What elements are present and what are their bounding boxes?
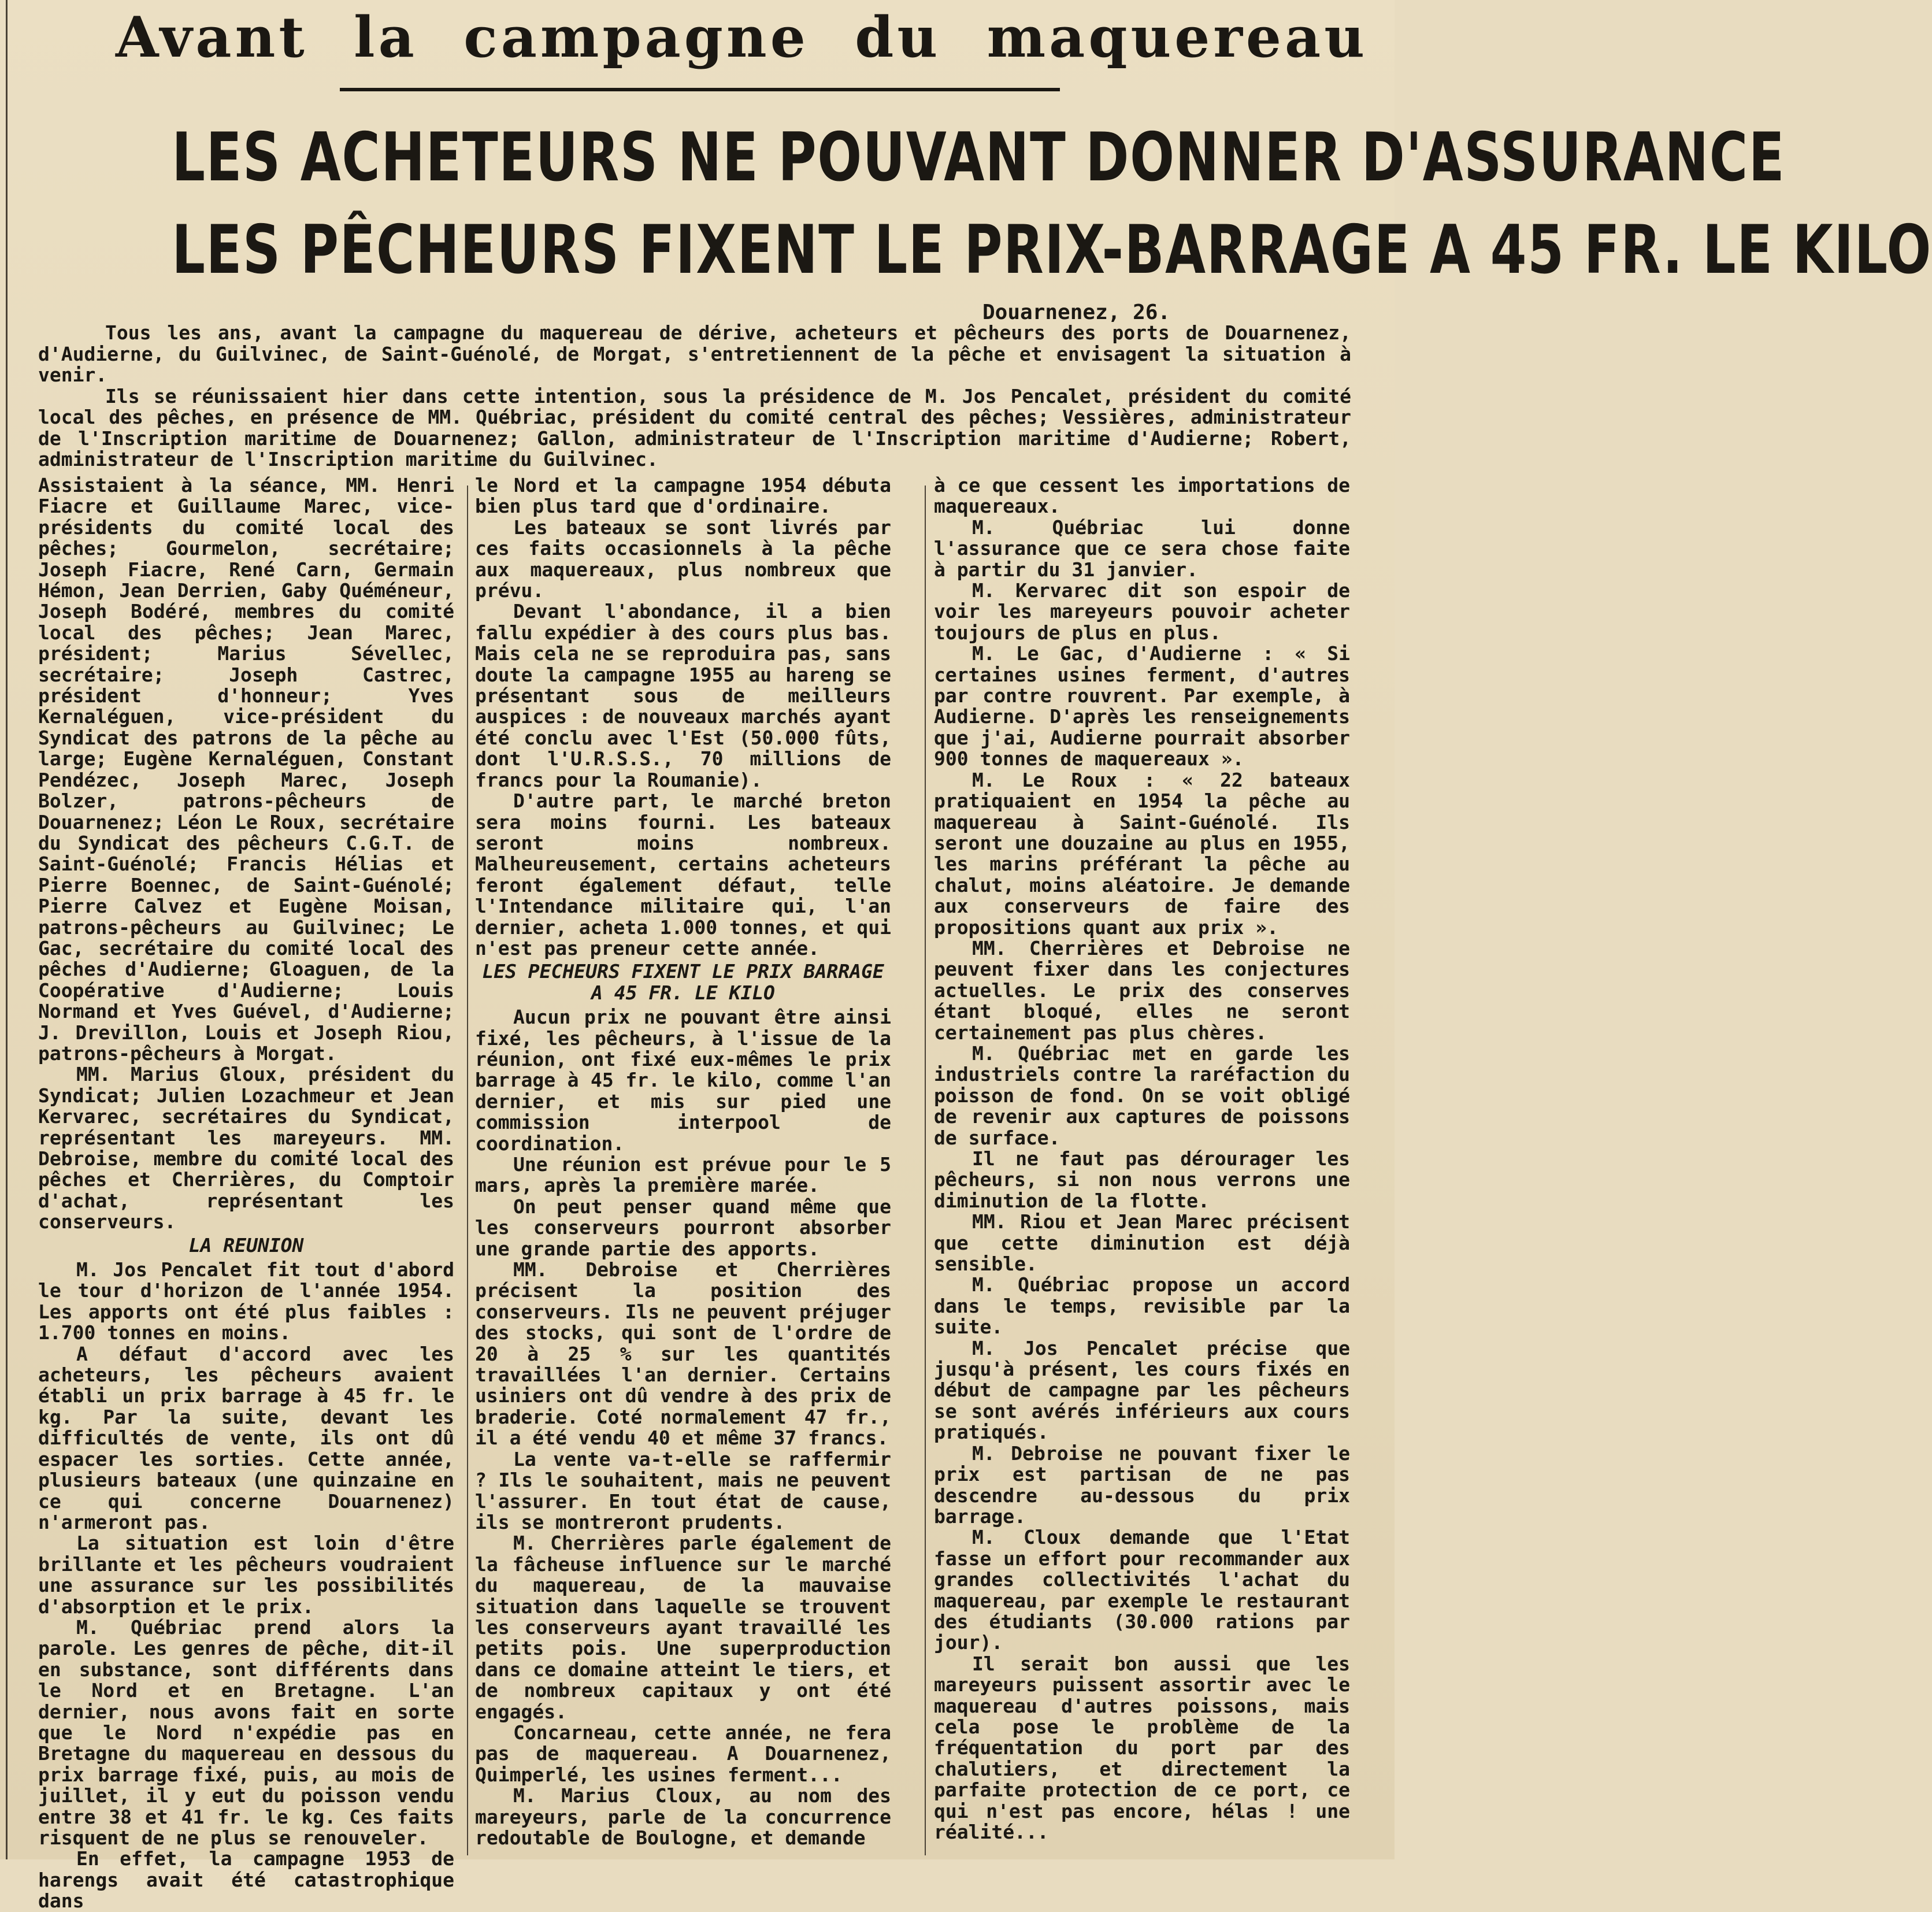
body-paragraph: M. Cherrières parle également de la fâcheuse influence sur le marché du maquereau, de la mauvaise situation dans laquelle se trouvent les conserveurs ayant travaillé les petits pois. Une superproduction dans ce domaine atteint le tiers, et de nombreux capitaux y ont été engagés. (475, 1532, 891, 1723)
column-rule (467, 486, 468, 1855)
body-paragraph: Concarneau, cette année, ne fera pas de maquereau. A Douarnenez, Quimperlé, les usines ferment... (475, 1721, 891, 1786)
body-paragraph: A défaut d'accord avec les acheteurs, les pêcheurs avaient établi un prix barrage à 45 fr. le kg. Par la suite, devant les difficultés de vente, ils ont dû espacer les sorties. Cette année, plusieurs bateaux (une quinzaine en ce qui concerne Douarnenez) n'armeront pas. (38, 1342, 454, 1533)
body-paragraph: M. Jos Pencalet fit tout d'abord le tour d'horizon de l'année 1954. Les apports ont été plus faibles : 1.700 tonnes en moins. (38, 1258, 454, 1344)
lead-paragraph: Tous les ans, avant la campagne du maquereau de dérive, acheteurs et pêcheurs des ports de Douarnenez, d'Audierne, du Guilvinec, de Saint-Guénolé, de Morgat, s'entretiennent de la pêche et envisagent la situation à venir. (38, 321, 1351, 386)
body-paragraph: M. Jos Pencalet précise que jusqu'à présent, les cours fixés en début de campagne par les pêcheurs se sont avérés inférieurs aux cours pratiqués. (934, 1336, 1350, 1444)
body-paragraph: M. Québriac propose un accord dans le temps, revisible par la suite. (934, 1273, 1350, 1339)
body-paragraph: M. Québriac lui donne l'assurance que ce sera chose faite à partir du 31 janvier. (934, 516, 1350, 581)
kicker-title: Avant la campagne du maquereau (116, 5, 1368, 70)
body-paragraph: Il ne faut pas dérourager les pêcheurs, si non nous verrons une diminution de la flotte. (934, 1147, 1350, 1212)
body-paragraph: Une réunion est prévue pour le 5 mars, après la première marée. (475, 1153, 891, 1197)
body-paragraph: M. Québriac met en garde les industriels contre la raréfaction du poisson de fond. On se voit obligé de revenir aux captures de poissons de surface. (934, 1042, 1350, 1149)
body-paragraph: La situation est loin d'être brillante et les pêcheurs voudraient une assurance sur les possibilités d'absorption et le prix. (38, 1532, 454, 1618)
body-paragraph: M. Marius Cloux, au nom des mareyeurs, parle de la concurrence redoutable de Boulogne, et demande (475, 1784, 891, 1849)
kicker-rule (340, 88, 1060, 91)
body-paragraph: On peut penser quand même que les conserveurs pourront absorber une grande partie des apports. (475, 1195, 891, 1260)
lead-paragraph: Ils se réunissaient hier dans cette intention, sous la présidence de M. Jos Pencalet, président du comité local des pêches, en présence de MM. Québriac, président du comité central des pêches; Vessières, administrateur de l'Inscription maritime de Douarnenez; Gallon, administrateur de l'Inscription maritime d'Audierne; Robert, administrateur de l'Inscription maritime du Guilvinec. (38, 384, 1351, 470)
column-2 (475, 475, 891, 1857)
body-paragraph: MM. Marius Gloux, président du Syndicat; Julien Lozachmeur et Jean Kervarec, secrétaires du Syndicat, représentant les mareyeurs. MM. Debroise, membre du comité local des pêches et Cherrières, du Comptoir d'achat, représentant les conserveurs. (38, 1063, 454, 1233)
subhead-pecheurs: LES PECHEURS FIXENT LE PRIX BARRAGE A 45 FR. LE KILO (482, 960, 884, 1004)
body-paragraph: M. Le Gac, d'Audierne : « Si certaines usines ferment, d'autres par contre rouvrent. Par exemple, à Audierne. D'après les renseignements que j'ai, Audierne pourrait absorber 900 tonnes de maquereaux ». (934, 642, 1350, 770)
body-paragraph: M. Cloux demande que l'Etat fasse un effort pour recommander aux grandes collectivités l'achat du maquereau, par exemple le restaurant des étudiants (30.000 rations par jour). (934, 1526, 1350, 1654)
body-paragraph: Assistaient à la séance, MM. Henri Fiacre et Guillaume Marec, vice-présidents du comité local des pêches; Gourmelon, secrétaire; Joseph Fiacre, René Carn, Germain Hémon, Jean Derrien, Gaby Quéméneur, Joseph Bodéré, membres du comité local des pêches; Jean Marec, président; Marius Sévellec, secrétaire; Joseph Castrec, président d'honneur; Yves Kernaléguen, vice-président du Syndicat des patrons de la pêche au large; Eugène Kernaléguen, Constant Pendézec, Joseph Marec, Joseph Bolzer, patrons-pêcheurs de Douarnenez; Léon Le Roux, secrétaire du Syndicat des pêcheurs C.G.T. de Saint-Guénolé; Francis Hélias et Pierre Boennec, de Saint-Guénolé; Pierre Calvez et Eugène Moisan, patrons-pêcheurs au Guilvinec; Le Gac, secrétaire du comité local des pêches d'Audierne; Gloaguen, de la Coopérative d'Audierne; Louis Normand et Yves Guével, d'Audierne; J. Drevillon, Louis et Joseph Riou, patrons-pêcheurs à Morgat. (38, 474, 454, 1065)
column-3 (934, 475, 1350, 1857)
column-1 (38, 474, 454, 1912)
column-rule (925, 486, 926, 1855)
body-paragraph: Les bateaux se sont livrés par ces faits occasionnels à la pêche aux maquereaux, plus nombreux que prévu. (475, 516, 891, 602)
body-paragraph: En effet, la campagne 1953 de harengs avait été catastrophique dans (38, 1847, 454, 1912)
body-paragraph: Aucun prix ne pouvant être ainsi fixé, les pêcheurs, à l'issue de la réunion, ont fixé eux-mêmes le prix barrage à 45 fr. le kilo, comme l'an dernier, et mis sur pied une commission interpool de coordination. (475, 1006, 891, 1155)
body-paragraph: Il serait bon aussi que les mareyeurs puissent assortir avec le maquereau d'autres poissons, mais cela pose le problème de la fréquentation du port par des chalutiers, et directement la parfaite protection de ce port, ce qui n'est pas encore, hélas ! une réalité... (934, 1652, 1350, 1843)
body-paragraph: MM. Cherrières et Debroise ne peuvent fixer dans les conjectures actuelles. Le prix des conserves étant bloqué, elles ne seront certainement pas plus chères. (934, 936, 1350, 1044)
body-paragraph: MM. Debroise et Cherrières précisent la position des conserveurs. Ils ne peuvent préjuger des stocks, qui sont de l'ordre de 20 à 25 % sur les quantités travaillées l'an dernier. Certains usiniers ont dû vendre à des prix de braderie. Coté normalement 47 fr., il a été vendu 40 et même 37 francs. (475, 1258, 891, 1450)
column-border (6, 0, 8, 1859)
body-paragraph: D'autre part, le marché breton sera moins fourni. Les bateaux seront moins nombreux. Malheureusement, certains acheteurs feront également défaut, telle l'Intendance militaire qui, l'an dernier, acheta 1.000 tonnes, et qui n'est pas preneur cette année. (475, 790, 891, 959)
body-paragraph: Devant l'abondance, il a bien fallu expédier à des cours plus bas. Mais cela ne se reproduira pas, sans doute la campagne 1955 au hareng se présentant sous de meilleurs auspices : de nouveaux marchés ayant été conclu avec l'Est (50.000 fûts, dont l'U.R.S.S., 70 millions de francs pour la Roumanie). (475, 600, 891, 791)
body-paragraph: M. Kervarec dit son espoir de voir les mareyeurs pouvoir acheter toujours de plus en plus. (934, 579, 1350, 644)
body-paragraph: MM. Riou et Jean Marec précisent que cette diminution est déjà sensible. (934, 1210, 1350, 1276)
body-paragraph: le Nord et la campagne 1954 débuta bien plus tard que d'ordinaire. (475, 474, 891, 518)
lead-paragraphs (38, 323, 1351, 470)
body-paragraph: La vente va-t-elle se raffermir ? Ils le souhaitent, mais ne peuvent l'assurer. En tout état de cause, ils se montreront prudents. (475, 1447, 891, 1533)
dateline: Douarnenez, 26. (982, 301, 1171, 324)
body-paragraph: à ce que cessent les importations de maquereaux. (934, 474, 1350, 518)
body-paragraph: M. Québriac prend alors la parole. Les genres de pêche, dit-il en substance, sont différents dans le Nord et en Bretagne. L'an dernier, nous avons fait en sorte que le Nord n'expédie pas en Bretagne du maquereau en dessous du prix barrage fixé, puis, au mois de juillet, il y eut du poisson vendu entre 38 et 41 fr. le kg. Ces faits risquent de ne plus se renouveler. (38, 1615, 454, 1849)
headline-line-2: LES PÊCHEURS FIXENT LE PRIX-BARRAGE A 45 FR. LE KILO (172, 211, 1932, 289)
body-paragraph: M. Debroise ne pouvant fixer le prix est partisan de ne pas descendre au-dessous du prix barrage. (934, 1442, 1350, 1528)
headline-line-1: LES ACHETEURS NE POUVANT DONNER D'ASSURANCE (172, 118, 1786, 197)
body-paragraph: M. Le Roux : « 22 bateaux pratiquaient en 1954 la pêche au maquereau à Saint-Guénolé. Ils seront une douzaine au plus en 1955, les marins préférant la pêche au chalut, moins aléatoire. Je demande aux conserveurs de faire des propositions quant aux prix ». (934, 768, 1350, 939)
subhead-la-reunion: LA REUNION (188, 1233, 304, 1257)
